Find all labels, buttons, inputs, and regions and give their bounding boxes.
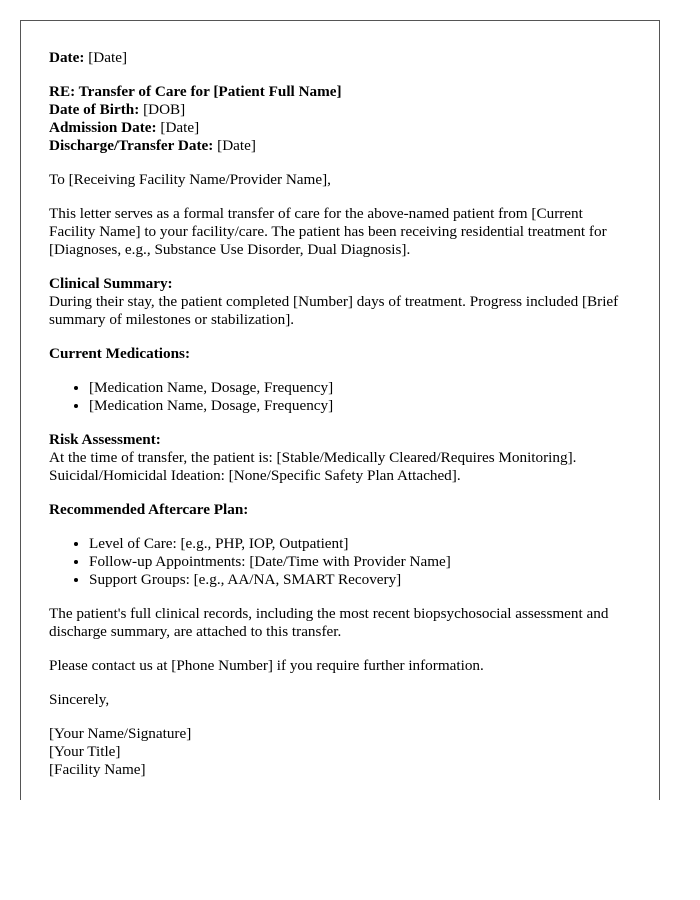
admission-value: [Date]	[160, 119, 200, 136]
contact-paragraph: Please contact us at [Phone Number] if you require further information.	[49, 657, 484, 674]
medication-item: • [Medication Name, Dosage, Frequency]	[89, 379, 631, 397]
date-value: [Date]	[88, 49, 128, 66]
risk-line-2: Suicidal/Homicidal Ideation: [None/Specific Safety Plan Attached].	[49, 467, 461, 484]
signature-facility: [Facility Name]	[49, 761, 146, 778]
risk-line-1: At the time of transfer, the patient is: [Stable/Medically Cleared/Requires Monitoring].	[49, 449, 577, 466]
signature-name: [Your Name/Signature]	[49, 725, 192, 742]
clinical-summary-section	[49, 275, 631, 329]
risk-heading: Risk Assessment:	[49, 431, 161, 448]
intro-paragraph: This letter serves as a formal transfer of care for the above-named patient from [Current Facility Name] to your facility/care. The patient has been receiving residential treatment for [Diagnoses, e.g., Substance Use Disorder, Dual Diagnosis].	[49, 205, 607, 258]
medications-heading-text: Current Medications:	[49, 345, 191, 362]
clinical-summary-text: During their stay, the patient completed [Number] days of treatment. Progress included [Brief summary of milestones or stabilization].	[49, 293, 619, 328]
aftercare-item: • Follow-up Appointments: [Date/Time with Provider Name]	[89, 553, 631, 571]
aftercare-item: • Level of Care: [e.g., PHP, IOP, Outpatient]	[89, 535, 631, 553]
clinical-summary-heading: Clinical Summary:	[49, 275, 173, 292]
admission-label: Admission Date:	[49, 119, 157, 136]
signature-block	[49, 725, 631, 779]
closing: Sincerely,	[49, 691, 110, 708]
aftercare-heading-text: Recommended Aftercare Plan:	[49, 501, 249, 518]
dob-label: Date of Birth:	[49, 101, 140, 118]
dob-value: [DOB]	[143, 101, 186, 118]
signature-title: [Your Title]	[49, 743, 121, 760]
date-label: Date:	[49, 49, 85, 66]
medications-list	[49, 379, 631, 415]
medication-item: • [Medication Name, Dosage, Frequency]	[89, 397, 631, 415]
salutation: To [Receiving Facility Name/Provider Name],	[49, 171, 331, 188]
records-paragraph: The patient's full clinical records, including the most recent biopsychosocial assessment and discharge summary, are attached to this transfer.	[49, 605, 609, 640]
letter-page	[20, 20, 660, 800]
aftercare-heading	[49, 501, 631, 519]
re-subject: RE: Transfer of Care for [Patient Full Name]	[49, 83, 342, 100]
medications-heading	[49, 345, 631, 363]
aftercare-list	[49, 535, 631, 589]
date-line	[49, 49, 631, 67]
aftercare-item: • Support Groups: [e.g., AA/NA, SMART Recovery]	[89, 571, 631, 589]
risk-section	[49, 431, 631, 485]
discharge-value: [Date]	[217, 137, 256, 154]
re-block	[49, 83, 631, 155]
discharge-label: Discharge/Transfer Date:	[49, 137, 214, 154]
